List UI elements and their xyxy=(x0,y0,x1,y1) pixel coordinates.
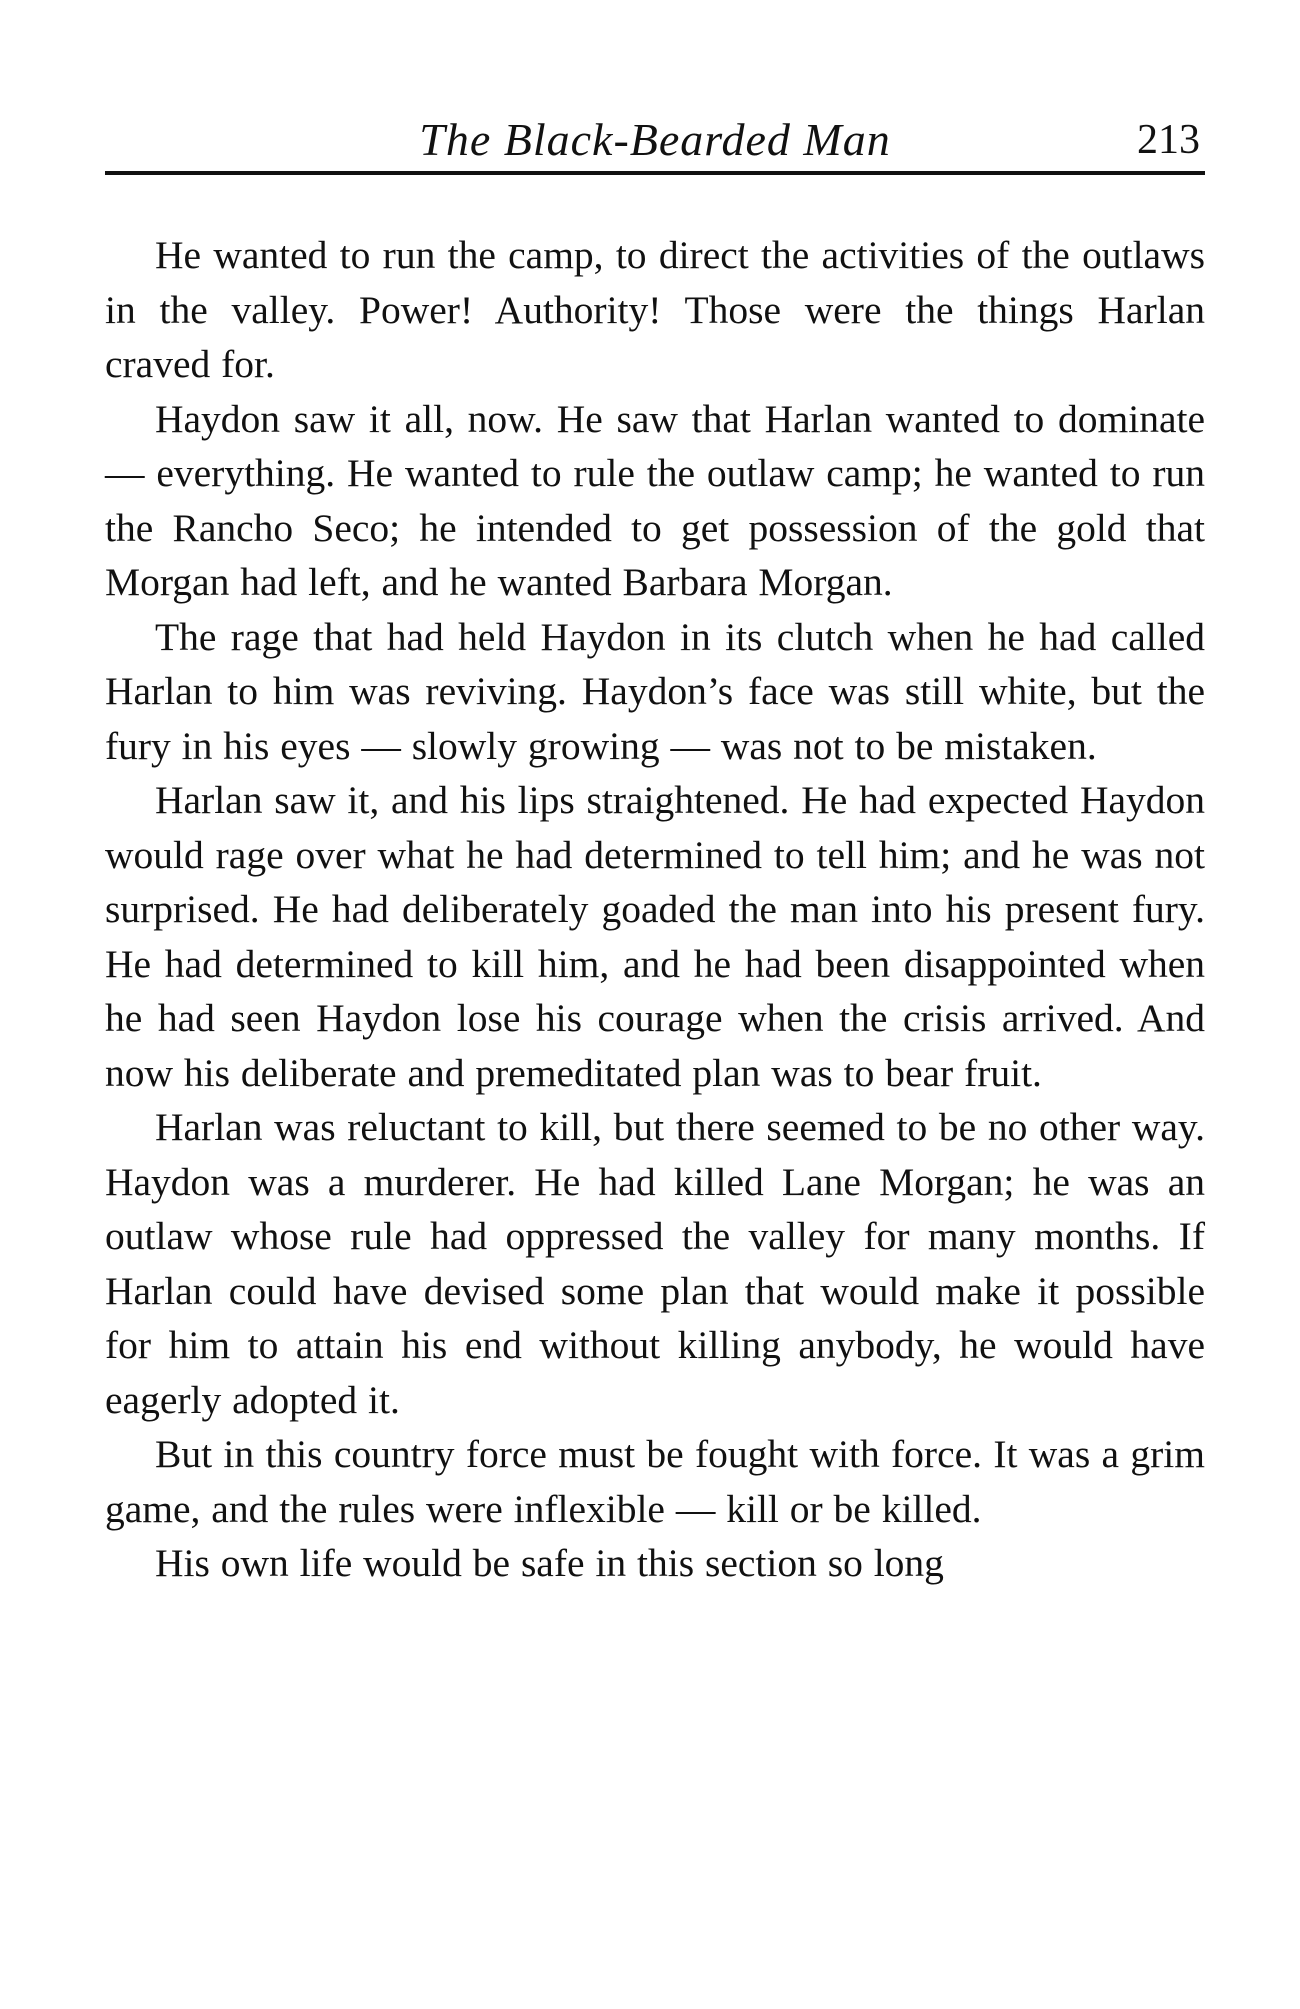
paragraph-1: He wanted to run the camp, to direct the activities of the outlaws in the valley. Power! Authority! Those were the things Harlan craved for. xyxy=(105,233,1205,386)
header-rule xyxy=(105,171,1205,175)
running-title: The Black-Bearded Man xyxy=(419,114,891,165)
paragraph-5: Harlan was reluctant to kill, but there seemed to be no other way. Haydon was a murderer. He had killed Lane Morgan; he was an outlaw whose rule had oppressed the valley for many months. If Harlan could have devised some plan that would make it possible for him to attain his end without killing anybody, he would have eagerly adopted it. xyxy=(105,1105,1205,1422)
paragraph-2: Haydon saw it all, now. He saw that Harlan wanted to dominate — everything. He wanted to rule the outlaw camp; he wanted to run the Rancho Seco; he intended to get possession of the gold that Morgan had left, and he wanted Barbara Morgan. xyxy=(105,396,1205,604)
page-number: 213 xyxy=(1137,117,1200,163)
paragraph-7: His own life would be safe in this section so long xyxy=(155,1541,944,1585)
paragraph-3: The rage that had held Haydon in its clutch when he had called Harlan to him was reviving. Haydon’s face was still white, but the fury in his eyes — slowly growing — was not to be mistaken. xyxy=(105,614,1205,768)
paragraph-6: But in this country force must be fought with force. It was a grim game, and the rules were inflexible — kill or be killed. xyxy=(105,1432,1205,1531)
paragraph-4: Harlan saw it, and his lips straightened. He had expected Haydon would rage over what he had determined to tell him; and he was not surprised. He had deliberately goaded the man into his present fury. He had determined to kill him, and he had been disappointed when he had seen Haydon lose his courage when the crisis arrived. And now his deliberate and premeditated plan was to bear fruit. xyxy=(105,778,1205,1095)
page-body xyxy=(105,228,1205,1591)
